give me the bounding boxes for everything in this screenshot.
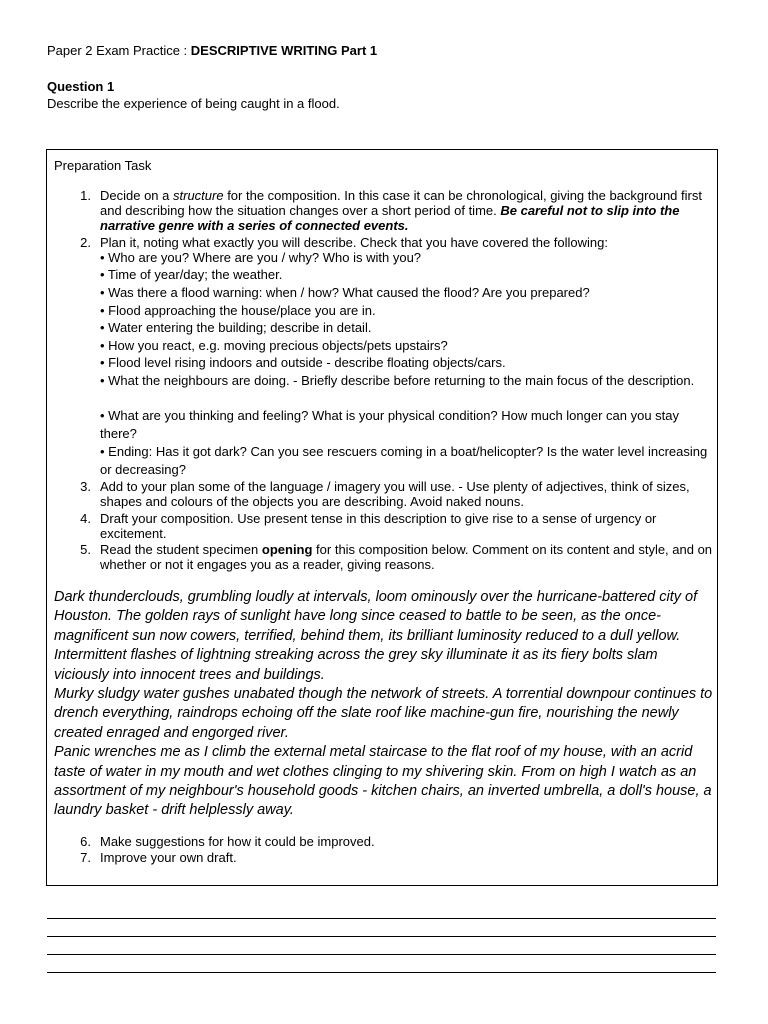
step-5-text-a: Read the student specimen xyxy=(100,542,262,557)
checklist-item: • Ending: Has it got dark? Can you see rescuers coming in a boat/helicopter? Is the water level increasing or decreasing? xyxy=(100,444,708,477)
step-1-text-a: Decide on a xyxy=(100,188,173,203)
checklist-item: • What are you thinking and feeling? What is your physical condition? How much longer can you stay there? xyxy=(100,408,680,441)
preparation-task-box xyxy=(46,149,718,886)
step-2 xyxy=(75,235,715,250)
step-3 xyxy=(75,479,715,509)
checklist-item: • Water entering the building; describe in detail. xyxy=(100,320,372,335)
step-7 xyxy=(75,850,715,865)
checklist-item: • Time of year/day; the weather. xyxy=(100,267,283,282)
specimen-paragraph: Panic wrenches me as I climb the external metal staircase to the flat roof of my house, with an acrid taste of water in my mouth and wet clothes clinging to my shivering skin. From on high I watch as an assortment of my neighbour's household goods - kitchen chairs, an inverted umbrella, a doll's house, a laundry basket - drift helplessly away. xyxy=(54,744,712,819)
step-3-text: Add to your plan some of the language / imagery you will use. - Use plenty of adjectives, think of sizes, shapes and colours of the objects you are describing. Avoid naked nouns. xyxy=(100,479,690,509)
step-5-emphasis: opening xyxy=(261,542,313,557)
question-heading: Question 1 xyxy=(47,79,115,94)
step-6-text: Make suggestions for how it could be improved. xyxy=(100,834,375,849)
step-5-text-c: for this composition below. Comment on its content and style, and on whether or not it engages you as a reader, giving reasons. xyxy=(100,542,713,572)
writing-line xyxy=(47,972,716,973)
step-4-text: Draft your composition. Use present tense in this description to give rise to a sense of urgency or excitement. xyxy=(100,511,657,541)
student-specimen xyxy=(54,588,716,821)
step-7-number: 7. xyxy=(80,850,91,865)
checklist-item: • What the neighbours are doing. - Briefly describe before returning to the main focus of the description. xyxy=(100,373,695,388)
writing-line xyxy=(47,954,716,955)
step-4-number: 4. xyxy=(80,511,91,526)
question-prompt: Describe the experience of being caught in a flood. xyxy=(47,96,340,111)
checklist-item: • Was there a flood warning: when / how? What caused the flood? Are you prepared? xyxy=(100,285,590,300)
writing-line xyxy=(47,918,716,919)
header-prefix: Paper 2 Exam Practice : xyxy=(47,43,191,58)
step-1-text xyxy=(100,188,715,233)
step-1-warning: Be careful not to slip into the narrative genre with a series of connected events. xyxy=(100,203,680,233)
step-2-text: Plan it, noting what exactly you will describe. Check that you have covered the following: xyxy=(100,235,608,250)
step-5-text xyxy=(100,542,715,572)
checklist-item: • How you react, e.g. moving precious objects/pets upstairs? xyxy=(100,338,448,353)
step-2-number: 2. xyxy=(80,235,91,250)
checklist-item: • Who are you? Where are you / why? Who is with you? xyxy=(100,250,422,265)
step-6 xyxy=(75,834,715,849)
step-1-number: 1. xyxy=(80,188,91,203)
step-5-number: 5. xyxy=(80,542,91,557)
writing-line xyxy=(47,936,716,937)
step-1-text-c: for the composition. In this case it can be chronological, giving the background first and describing how the situation changes over a short period of time. xyxy=(100,188,702,218)
step-7-text: Improve your own draft. xyxy=(100,850,237,865)
prep-title: Preparation Task xyxy=(54,158,152,173)
step-1-emphasis: structure xyxy=(173,188,224,203)
page-header xyxy=(47,43,377,58)
step-3-number: 3. xyxy=(80,479,91,494)
step-5 xyxy=(75,542,715,572)
specimen-paragraph: Murky sludgy water gushes unabated though the network of streets. A torrential downpour continues to drench everything, raindrops echoing off the slate roof like machine-gun fire, nourishing the newly created enraged and engorged river. xyxy=(54,686,713,741)
step-4 xyxy=(75,511,715,541)
checklist-item: • Flood approaching the house/place you are in. xyxy=(100,303,376,318)
step-6-number: 6. xyxy=(80,834,91,849)
checklist-item: • Flood level rising indoors and outside - describe floating objects/cars. xyxy=(100,355,506,370)
specimen-paragraph: Dark thunderclouds, grumbling loudly at intervals, loom ominously over the hurricane-battered city of Houston. The golden rays of sunlight have long since ceased to battle to be seen, as the once-magnificent sun now cowers, terrified, behind them, its brilliant luminosity reduced to a dull yellow. Intermittent flashes of lightning streaking across the grey sky illuminate it as its fiery bolts slam viciously into innocent trees and buildings. xyxy=(54,589,698,683)
header-title: DESCRIPTIVE WRITING Part 1 xyxy=(190,43,378,58)
step-1 xyxy=(75,188,715,233)
